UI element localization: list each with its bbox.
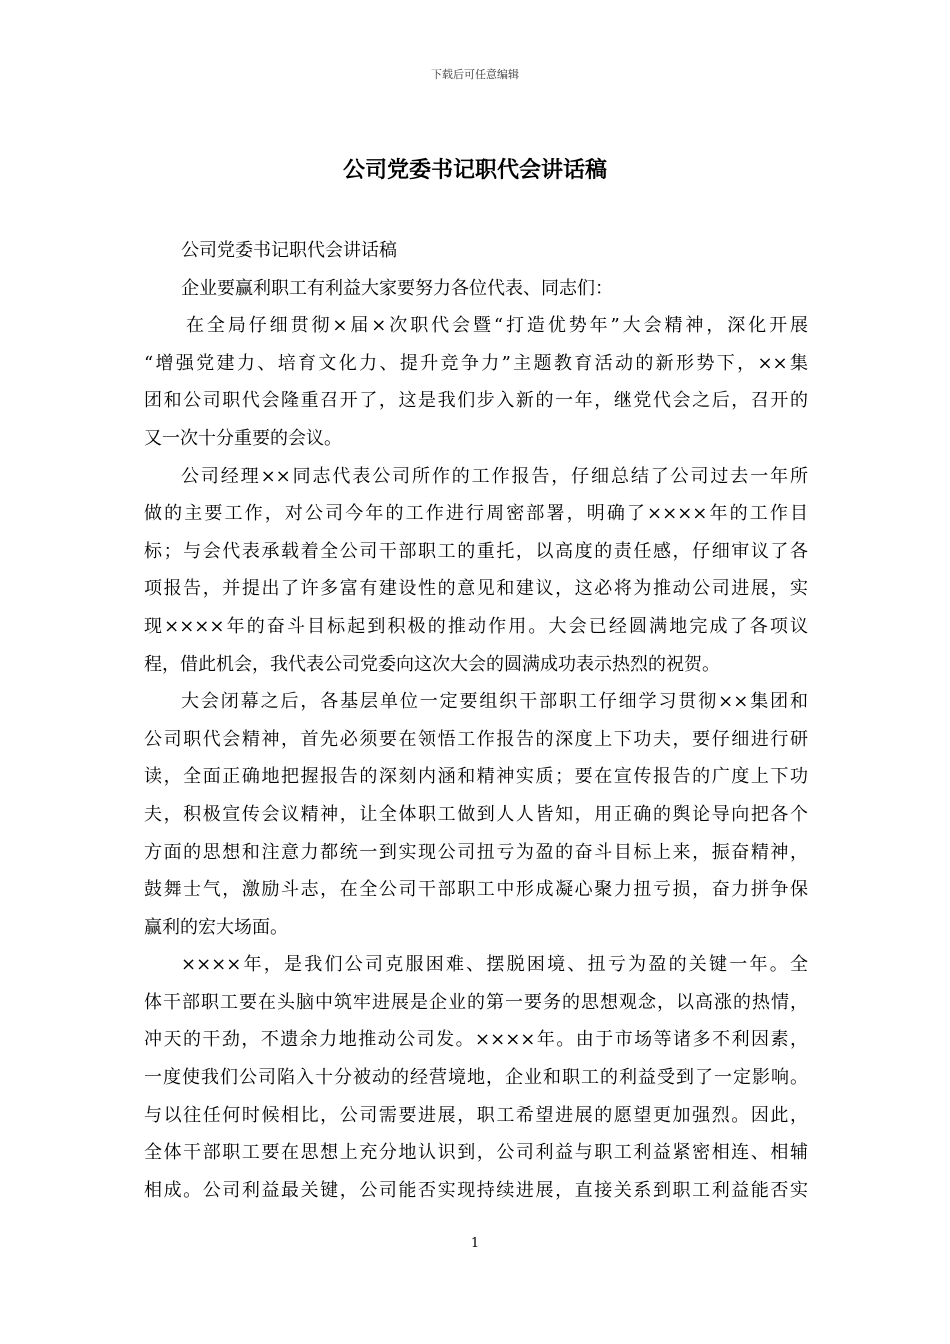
paragraph-line: 项报告，并提出了许多富有建设性的意见和建议，这必将为推动公司进展，实 xyxy=(144,578,808,600)
paragraph-line: 团和公司职代会隆重召开了，这是我们步入新的一年，继党代会之后，召开的 xyxy=(144,390,808,412)
paragraph-line: 大会闭幕之后，各基层单位一定要组织干部职工仔细学习贯彻××集团和 xyxy=(181,691,808,713)
paragraph-line: 做的主要工作，对公司今年的工作进行周密部署，明确了××××年的工作目 xyxy=(144,503,808,525)
paragraph-line: 公司职代会精神，首先必须要在领悟工作报告的深度上下功夫，要仔细进行研 xyxy=(144,728,808,750)
paragraph-line: 又一次十分重要的会议。 xyxy=(144,427,342,449)
paragraph-line: 一度使我们公司陷入十分被动的经营境地，企业和职工的利益受到了一定影响。 xyxy=(144,1067,808,1089)
paragraph-line: 相成。公司利益最关键，公司能否实现持续进展，直接关系到职工利益能否实 xyxy=(144,1179,808,1201)
page-number: 1 xyxy=(470,1236,480,1251)
paragraph-line: 夫，积极宣传会议精神，让全体职工做到人人皆知，用正确的舆论导向把各个 xyxy=(144,803,808,825)
paragraph-line: ××××年，是我们公司克服困难、摆脱困境、扭亏为盈的关键一年。全 xyxy=(181,954,808,976)
paragraph-line: 标；与会代表承载着全公司干部职工的重托，以高度的责任感，仔细审议了各 xyxy=(144,540,808,562)
paragraph-line: 体干部职工要在头脑中筑牢进展是企业的第一要务的思想观念，以高涨的热情， xyxy=(144,991,808,1013)
paragraph-line: 冲天的干劲，不遗余力地推动公司发。××××年。由于市场等诸多不利因素， xyxy=(144,1029,808,1051)
paragraph-line: 现××××年的奋斗目标起到积极的推动作用。大会已经圆满地完成了各项议 xyxy=(144,615,808,637)
paragraph-line: 方面的思想和注意力都统一到实现公司扭亏为盈的奋斗目标上来，振奋精神， xyxy=(144,841,808,863)
paragraph-line: 赢利的宏大场面。 xyxy=(144,916,288,938)
paragraph-line: 全体干部职工要在思想上充分地认识到，公司利益与职工利益紧密相连、相辅 xyxy=(144,1142,808,1164)
paragraph-line: 在全局仔细贯彻×届×次职代会暨“打造优势年”大会精神，深化开展 xyxy=(186,315,808,337)
paragraph-line: “增强党建力、培育文化力、提升竞争力”主题教育活动的新形势下，××集 xyxy=(144,352,808,374)
paragraph-line: 程，借此机会，我代表公司党委向这次大会的圆满成功表示热烈的祝贺。 xyxy=(144,653,720,675)
paragraph-line: 与以往任何时候相比，公司需要进展，职工希望进展的愿望更加强烈。因此， xyxy=(144,1104,808,1126)
document-body xyxy=(144,232,808,1209)
page-header: 下载后可任意编辑 xyxy=(431,68,519,81)
paragraph-line: 鼓舞士气，激励斗志，在全公司干部职工中形成凝心聚力扭亏损，奋力拼争保 xyxy=(144,879,808,901)
document-title: 公司党委书记职代会讲话稿 xyxy=(342,158,607,183)
paragraph-line: 读，全面正确地把握报告的深刻内涵和精神实质；要在宣传报告的广度上下功 xyxy=(144,766,808,788)
subtitle-line: 公司党委书记职代会讲话稿 xyxy=(181,240,397,261)
salutation-line: 企业要赢利职工有利益大家要努力各位代表、同志们： xyxy=(181,277,613,299)
paragraph-line: 公司经理××同志代表公司所作的工作报告，仔细总结了公司过去一年所 xyxy=(181,465,808,487)
